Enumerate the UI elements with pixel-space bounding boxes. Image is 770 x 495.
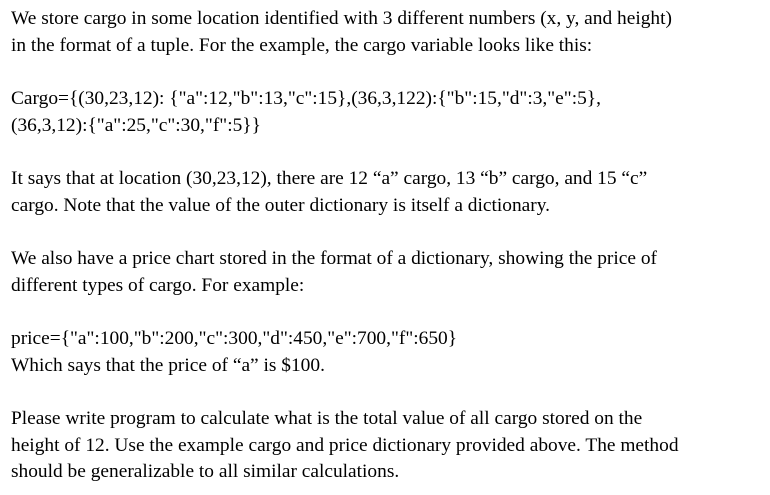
text-line: height of 12. Use the example cargo and price dictionary provided above. The method <box>11 434 679 456</box>
paragraph-price-description <box>11 246 763 299</box>
paragraph-cargo-example <box>11 86 763 139</box>
paragraph-cargo-explanation <box>11 166 763 219</box>
text-line: price={"a":100,"b":200,"c":300,"d":450,"e":700,"f":650} <box>11 328 458 349</box>
paragraph-price-example <box>11 326 763 379</box>
paragraph-spacer <box>11 139 763 166</box>
text-line: different types of cargo. For example: <box>11 274 305 296</box>
text-line: It says that at location (30,23,12), there are 12 “a” cargo, 13 “b” cargo, and 15 “c” <box>11 168 648 189</box>
paragraph-spacer <box>11 219 763 246</box>
paragraph-spacer <box>11 379 763 406</box>
text-line: We also have a price chart stored in the format of a dictionary, showing the price of <box>11 248 657 269</box>
text-line: We store cargo in some location identified with 3 different numbers (x, y, and height) <box>11 8 672 29</box>
paragraph-task <box>11 406 763 486</box>
text-line: should be generalizable to all similar calculations. <box>11 461 400 482</box>
paragraph-spacer <box>11 59 763 86</box>
paragraph-storage-description <box>11 6 763 59</box>
document-body <box>11 6 763 486</box>
text-line: Cargo={(30,23,12): {"a":12,"b":13,"c":15},(36,3,122):{"b":15,"d":3,"e":5}, <box>11 88 601 109</box>
text-line: Which says that the price of “a” is $100. <box>11 354 325 376</box>
text-line: (36,3,12):{"a":25,"c":30,"f":5}} <box>11 114 261 136</box>
text-line: Please write program to calculate what is the total value of all cargo stored on the <box>11 408 643 429</box>
paragraph-spacer <box>11 299 763 326</box>
text-line: in the format of a tuple. For the example, the cargo variable looks like this: <box>11 34 593 56</box>
text-line: cargo. Note that the value of the outer dictionary is itself a dictionary. <box>11 194 550 216</box>
